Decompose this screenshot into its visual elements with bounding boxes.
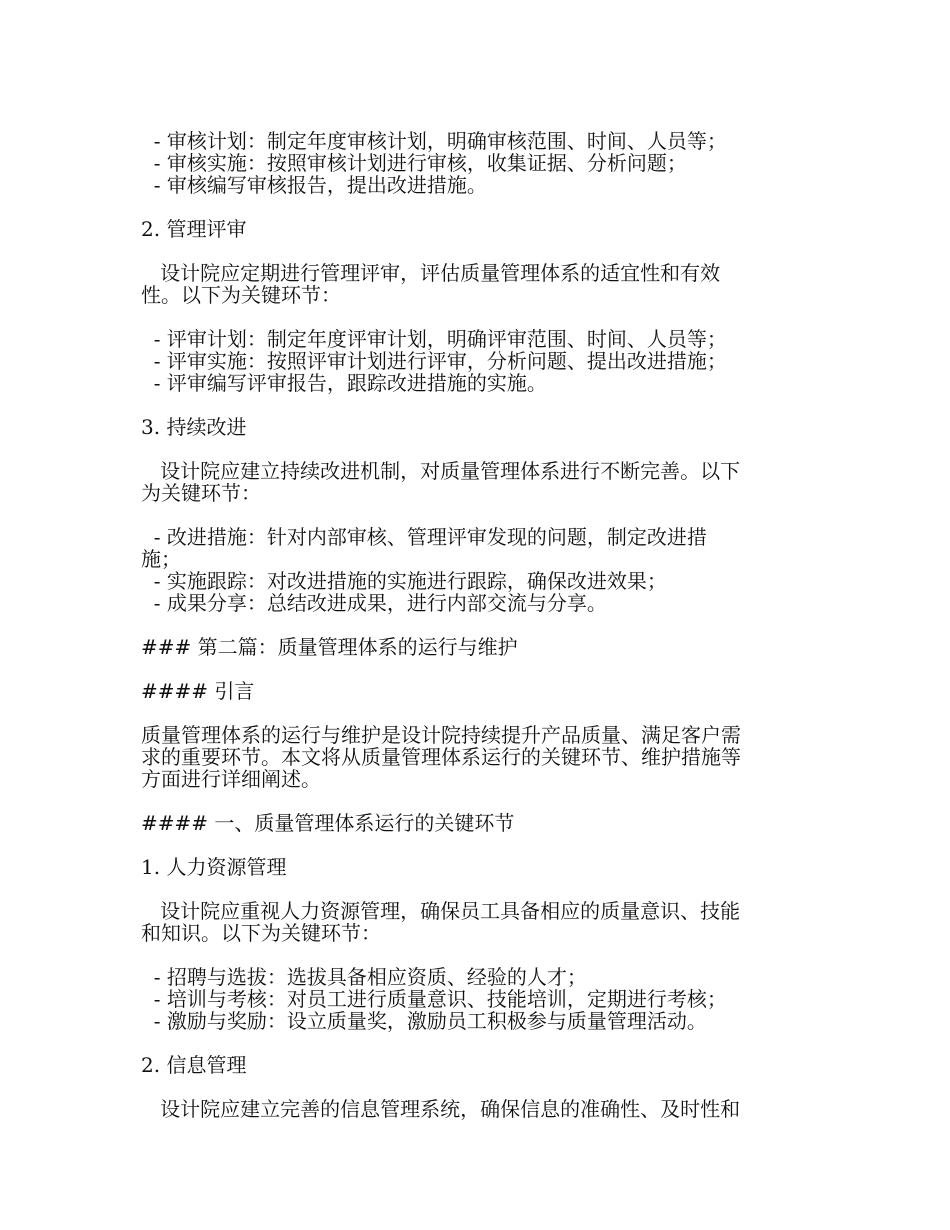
blank-line [141, 196, 811, 218]
heading-management-review: 2. 管理评审 [141, 217, 247, 241]
heading-section-one: #### 一、质量管理体系运行的关键环节 [141, 811, 515, 835]
blank-line [141, 394, 811, 416]
list-item-hr-reward: - 激励与奖励：设立质量奖，激励员工积极参与质量管理活动。 [141, 1009, 707, 1033]
paragraph-intro-line-3: 方面进行详细阐述。 [141, 767, 321, 791]
heading-information-management: 2. 信息管理 [141, 1053, 247, 1077]
list-item-hr-recruit: - 招聘与选拔：选拔具备相应资质、经验的人才； [141, 965, 587, 989]
blank-line [141, 1032, 811, 1054]
blank-line [141, 1076, 811, 1098]
list-item-audit-implementation: - 审核实施：按照审核计划进行审核，收集证据、分析问题； [141, 151, 687, 175]
list-item-review-plan: - 评审计划：制定年度评审计划，明确评审范围、时间、人员等； [141, 327, 727, 351]
paragraph-improve-line-1: 设计院应建立持续改进机制，对质量管理体系进行不断完善。以下 [141, 459, 741, 483]
list-item-improve-measures-cont: 施； [141, 547, 181, 571]
blank-line [141, 702, 811, 724]
blank-line [141, 790, 811, 812]
heading-human-resources: 1. 人力资源管理 [141, 855, 287, 879]
list-item-audit-plan: - 审核计划：制定年度审核计划，明确审核范围、时间、人员等； [141, 129, 727, 153]
paragraph-improve-line-2: 为关键环节： [141, 481, 261, 505]
list-item-review-implementation: - 评审实施：按照评审计划进行评审，分析问题、提出改进措施； [141, 349, 727, 373]
heading-continuous-improvement: 3. 持续改进 [141, 415, 247, 439]
list-item-audit-report: - 审核编写审核报告，提出改进措施。 [141, 173, 487, 197]
blank-line [141, 878, 811, 900]
list-item-improve-measures: - 改进措施：针对内部审核、管理评审发现的问题，制定改进措 [141, 525, 707, 549]
blank-line [141, 438, 811, 460]
paragraph-intro-line-1: 质量管理体系的运行与维护是设计院持续提升产品质量、满足客户需 [141, 723, 741, 747]
list-item-improve-tracking: - 实施跟踪：对改进措施的实施进行跟踪，确保改进效果； [141, 569, 667, 593]
heading-introduction: #### 引言 [141, 679, 255, 703]
list-item-review-report: - 评审编写评审报告，跟踪改进措施的实施。 [141, 371, 547, 395]
paragraph-hr-line-1: 设计院应重视人力资源管理，确保员工具备相应的质量意识、技能 [141, 899, 741, 923]
heading-part-two: ### 第二篇：质量管理体系的运行与维护 [141, 635, 518, 659]
list-item-hr-training: - 培训与考核：对员工进行质量意识、技能培训，定期进行考核； [141, 987, 727, 1011]
paragraph-hr-line-2: 和知识。以下为关键环节： [141, 921, 381, 945]
paragraph-review-line-2: 性。以下为关键环节： [141, 283, 341, 307]
blank-line [141, 834, 811, 856]
paragraph-intro-line-2: 求的重要环节。本文将从质量管理体系运行的关键环节、维护措施等 [141, 745, 741, 769]
paragraph-info-line-1: 设计院应建立完善的信息管理系统，确保信息的准确性、及时性和 [141, 1097, 741, 1121]
blank-line [141, 504, 811, 526]
list-item-improve-sharing: - 成果分享：总结改进成果，进行内部交流与分享。 [141, 591, 607, 615]
blank-line [141, 944, 811, 966]
blank-line [141, 658, 811, 680]
document-body [141, 130, 811, 1120]
blank-line [141, 614, 811, 636]
blank-line [141, 240, 811, 262]
paragraph-review-line-1: 设计院应定期进行管理评审，评估质量管理体系的适宜性和有效 [141, 261, 721, 285]
blank-line [141, 306, 811, 328]
